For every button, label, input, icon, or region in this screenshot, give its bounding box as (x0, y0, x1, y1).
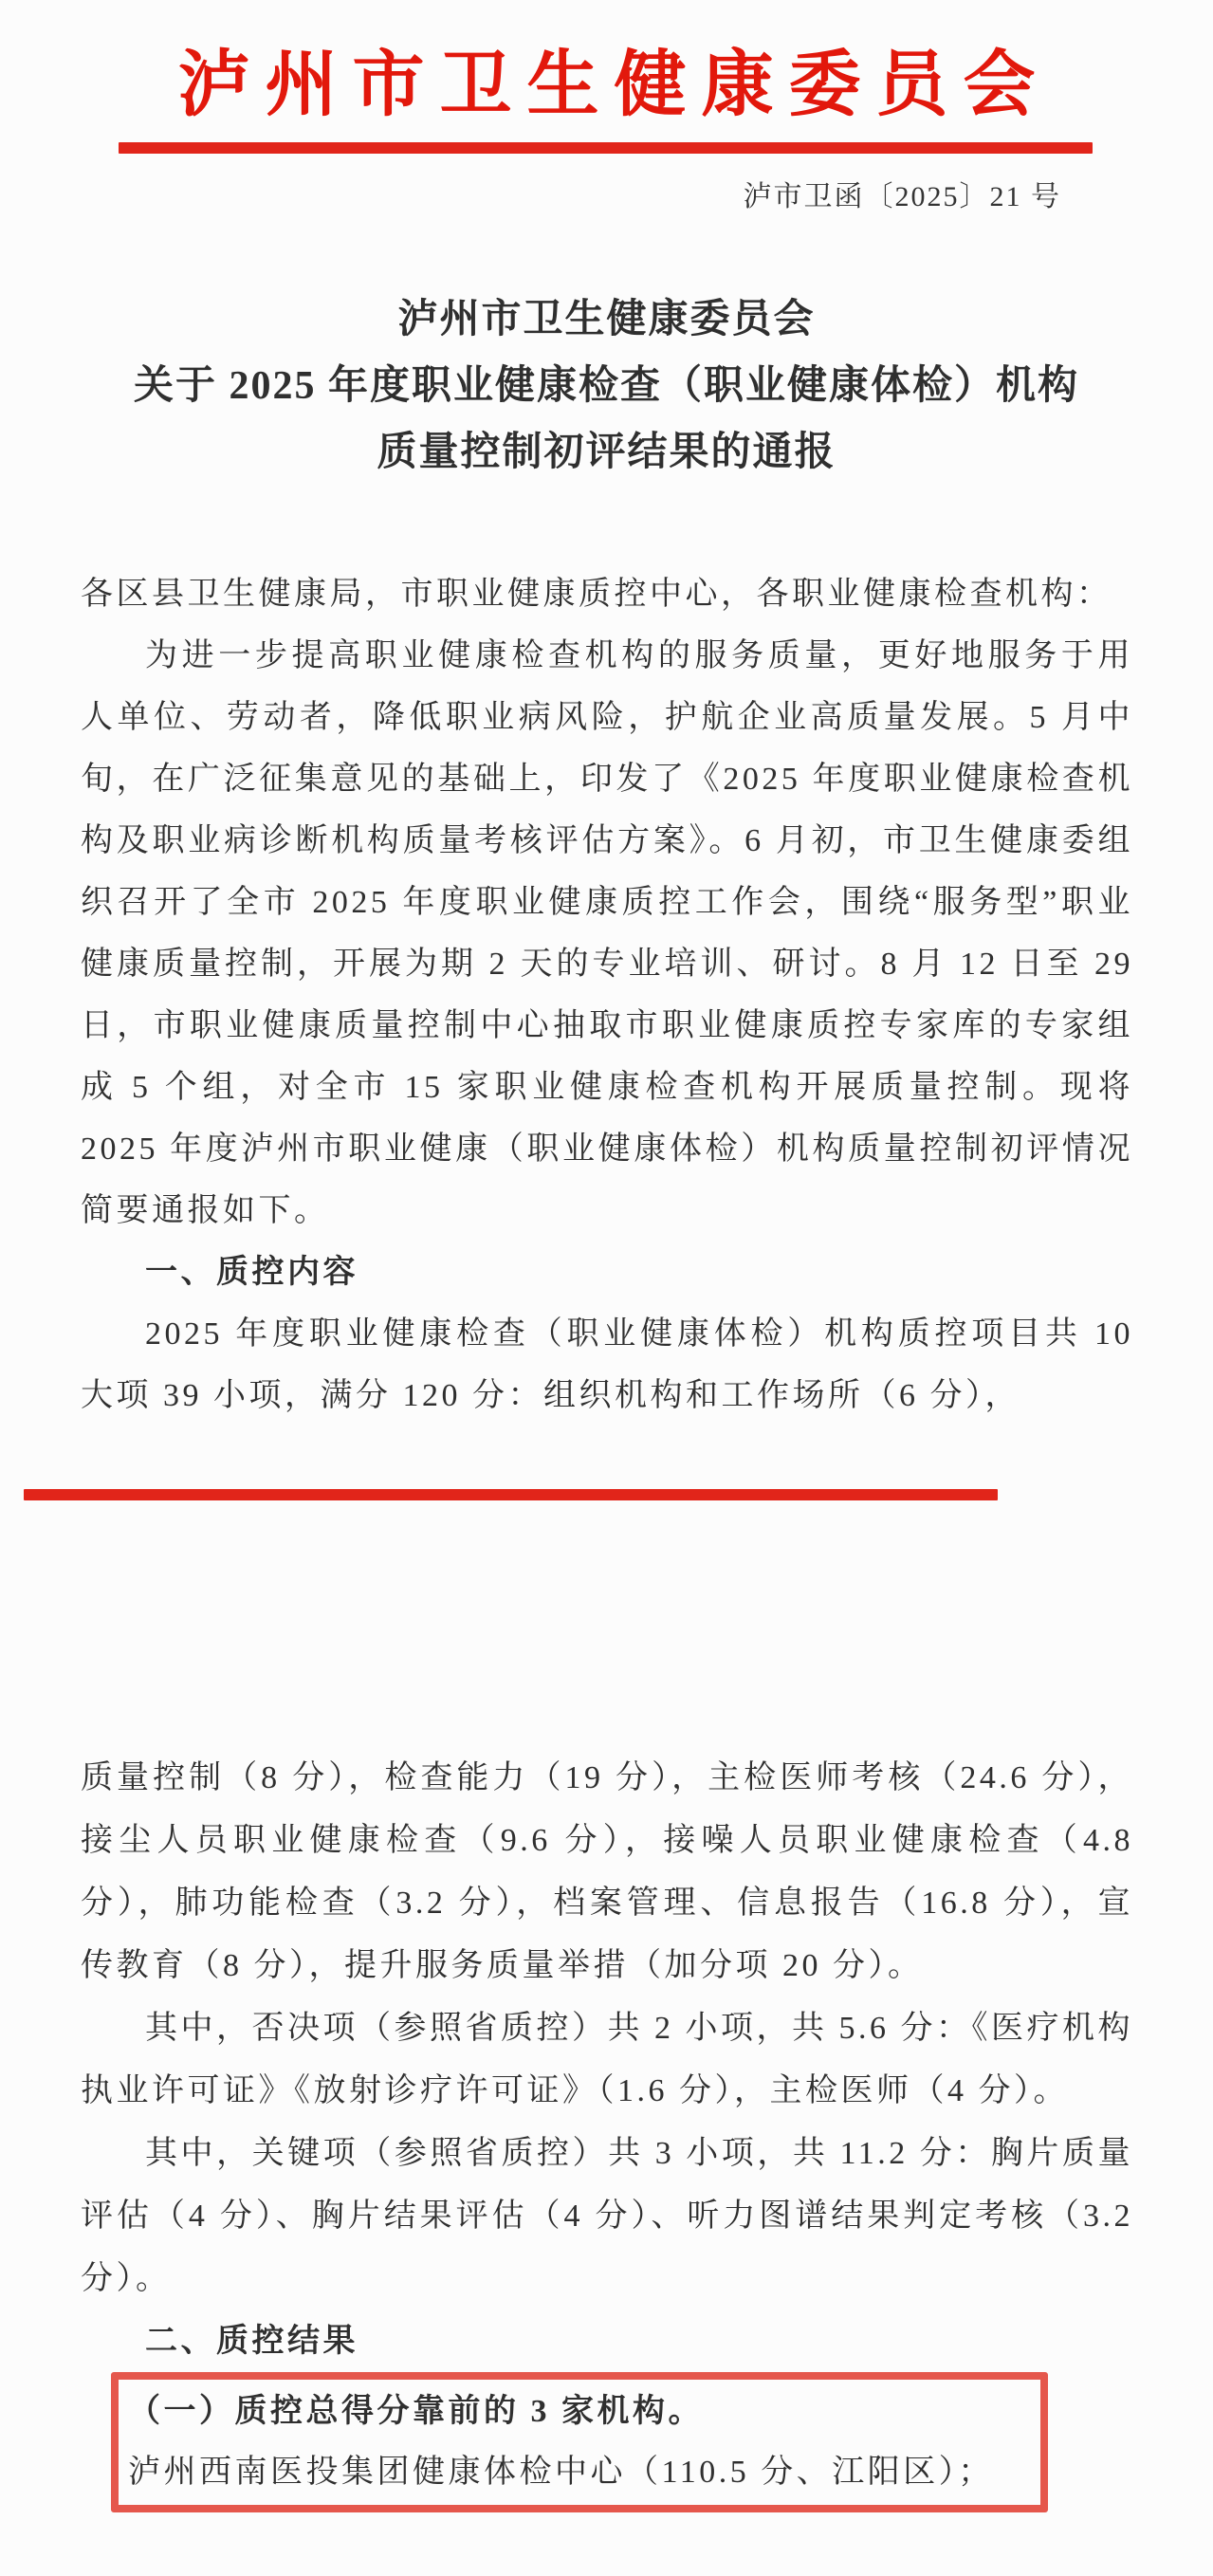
document-body (0, 563, 1213, 2512)
paragraph-qc-items-part2: 质量控制（8 分），检查能力（19 分），主检医师考核（24.6 分），接尘人员职业健康检查（9.6 分），接噪人员职业健康检查（4.8 分），肺功能检查（3.2 分），档案管理、信息报告（16.8 分），宣传教育（8 分），提升服务质量举措（加分项 20 分）。 (81, 1760, 1133, 1983)
section-heading-1: 一、质控内容 (145, 1255, 358, 1290)
document-title-line-1: 泸州市卫生健康委员会 (397, 298, 816, 341)
document-title (0, 286, 1213, 486)
masthead-red-rule (119, 142, 1093, 154)
document-number: 泸市卫函〔2025〕21 号 (743, 181, 1061, 212)
masthead-org-name: 泸州市卫生健康委员会 (177, 46, 1051, 125)
top3-institutions-subheading: （一）质控总得分靠前的 3 家机构。 (128, 2394, 704, 2429)
top-institution-entry: 泸州西南医投集团健康体检中心（110.5 分、江阳区）； (128, 2455, 994, 2490)
document-title-line-3: 质量控制初评结果的通报 (377, 431, 836, 474)
paragraph-key-items: 其中，关键项（参照省质控）共 3 小项，共 11.2 分：胸片质量评估（4 分）、胸片结果评估（4 分）、听力图谱结果判定考核（3.2 分）。 (81, 2136, 1133, 2296)
result-highlight-box (111, 2372, 1048, 2512)
salutation-line: 各区县卫生健康局，市职业健康质控中心，各职业健康检查机构： (81, 577, 1112, 612)
section-heading-2: 二、质控结果 (145, 2324, 358, 2359)
paragraph-introduction: 为进一步提高职业健康检查机构的服务质量，更好地服务于用人单位、劳动者，降低职业病风险，护航企业高质量发展。5 月中旬，在广泛征集意见的基础上，印发了《2025 年度职业健康检查机构及职业病诊断机构质量考核评估方案》。6 月初，市卫生健康委组织召开了全市 2025 年度职业健康质控工作会，围绕“服务型”职业健康质量控制，开展为期 2 天的专业培训、研讨。8 月 12 日至 29 日，市职业健康质量控制中心抽取市职业健康质控专家库的专家组成 5 个组，对全市 15 家职业健康检查机构开展质量控制。现将 2025 年度泸州市职业健康（职业健康体检）机构质量控制初评情况简要通报如下。 (81, 638, 1133, 1228)
paragraph-qc-items-part1: 2025 年度职业健康检查（职业健康体检）机构质控项目共 10 大项 39 小项，满分 120 分：组织机构和工作场所（6 分）， (81, 1316, 1133, 1413)
paragraph-veto-items: 其中，否决项（参照省质控）共 2 小项，共 5.6 分：《医疗机构执业许可证》《放射诊疗许可证》（1.6 分），主检医师（4 分）。 (81, 2011, 1133, 2108)
document-title-line-2: 关于 2025 年度职业健康检查（职业健康体检）机构 (133, 364, 1079, 408)
page-break-red-rule (24, 1489, 998, 1500)
